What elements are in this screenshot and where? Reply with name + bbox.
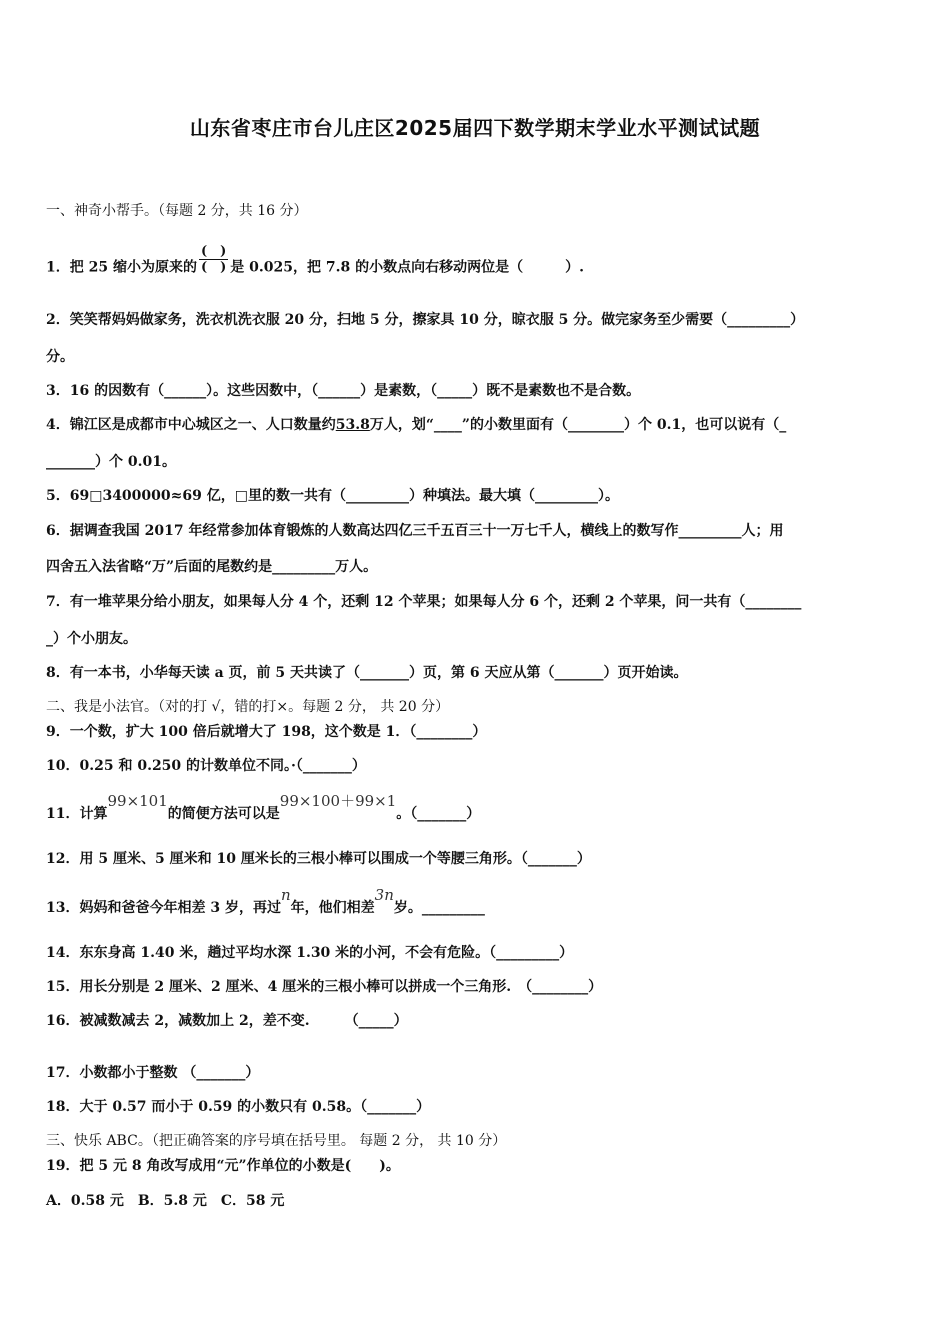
question-15: 15．用长分别是 2 厘米、2 厘米、4 厘米的三根小棒可以拼成一个三角形. （________） [46, 979, 603, 995]
question-4-line-1 [46, 415, 910, 435]
q13-text-c: 岁。_________ [393, 900, 485, 916]
question-14: 14．东东身高 1.40 米，趟过平均水深 1.30 米的小河，不会有危险。（_________） [46, 945, 574, 961]
question-7-line-2: _）个小朋友。 [46, 631, 137, 647]
q1-text-b: 是 0.025，把 7.8 的小数点向右移动两位是（ ）. [230, 259, 584, 276]
q13-variable-n: n [280, 886, 291, 904]
question-9: 9．一个数，扩大 100 倍后就增大了 198，这个数是 1．（________） [46, 724, 487, 740]
q11-formula-1: 99×101 [107, 792, 168, 810]
question-16: 16．被减数减去 2，减数加上 2，差不变. （_____） [46, 1013, 408, 1029]
section-2-heading: 二、我是小法官。（对的打 √，错的打×。每题 2 分， 共 20 分） [46, 699, 450, 715]
question-2-line-2: 分。 [46, 349, 74, 365]
question-12: 12．用 5 厘米、5 厘米和 10 厘米长的三根小棒可以围成一个等腰三角形。（_______） [46, 851, 591, 867]
question-5: 5．69□3400000≈69 亿，□里的数一共有（_________）种填法。最大填（_________）。 [46, 488, 619, 504]
q1-fraction [199, 244, 228, 275]
question-19-options: A．0.58 元 B．5.8 元 C．58 元 [46, 1193, 285, 1209]
question-19: 19．把 5 元 8 角改写成用“元”作单位的小数是( )。 [46, 1158, 400, 1174]
q1-frac-den: ( ) [200, 260, 227, 275]
question-7-line-1: 7．有一堆苹果分给小朋友，如果每人分 4 个，还剩 12 个苹果；如果每人分 6 个，还剩 2 个苹果，问一共有（________ [46, 594, 802, 610]
question-10: 10．0.25 和 0.250 的计数单位不同。·（_______） [46, 758, 366, 774]
question-11 [46, 792, 910, 824]
q13-text-b: 年，他们相差 [290, 900, 375, 916]
question-6-line-1: 6．据调查我国 2017 年经常参加体育锻炼的人数高达四亿三千五百三十一万七千人，横线上的数写作_________人；用 [46, 523, 784, 539]
q1-text-a: 1．把 25 缩小为原来的 [46, 259, 197, 276]
q11-text-c: 。（_______） [396, 806, 481, 822]
question-2-line-1: 2．笑笑帮妈妈做家务，洗衣机洗衣服 20 分，扫地 5 分，擦家具 10 分，晾衣服 5 分。做完家务至少需要（_________） [46, 312, 805, 328]
q4-text-a1: 4．锦江区是成都市中心城区之一、人口数量约 [46, 417, 336, 433]
question-4-line-2: _______）个 0.01。 [46, 454, 176, 470]
q4-underlined-number: 53.8 [335, 417, 370, 433]
question-13 [46, 886, 910, 918]
question-18: 18．大于 0.57 而小于 0.59 的小数只有 0.58。（_______） [46, 1099, 431, 1115]
question-17: 17．小数都小于整数 （_______） [46, 1065, 260, 1081]
section-3-heading: 三、快乐 ABC。（把正确答案的序号填在括号里。 每题 2 分， 共 10 分） [46, 1133, 507, 1149]
q11-text-b: 的简便方法可以是 [167, 806, 280, 822]
q11-text-a: 11．计算 [46, 806, 108, 822]
page-title: 山东省枣庄市台儿庄区2025届四下数学期末学业水平测试试题 [189, 116, 761, 140]
question-3: 3．16 的因数有（______）。这些因数中，（______）是素数，（_____）既不是素数也不是合数。 [46, 383, 641, 399]
question-8: 8．有一本书，小华每天读 a 页，前 5 天共读了（_______）页，第 6 天应从第（_______）页开始读。 [46, 665, 688, 681]
q1-frac-num: ( ) [200, 244, 227, 259]
q13-text-a: 13．妈妈和爸爸今年相差 3 岁，再过 [46, 900, 281, 916]
q11-formula-2: 99×100＋99×1 [279, 792, 397, 810]
question-1 [46, 244, 910, 283]
section-1-heading: 一、神奇小帮手。（每题 2 分，共 16 分） [46, 203, 308, 219]
q13-variable-3n: 3n [374, 886, 394, 904]
question-6-line-2: 四舍五入法省略“万”后面的尾数约是_________万人。 [46, 559, 378, 575]
q4-text-a2: 万人，划“____”的小数里面有（________）个 0.1，也可以说有（_ [369, 417, 787, 433]
